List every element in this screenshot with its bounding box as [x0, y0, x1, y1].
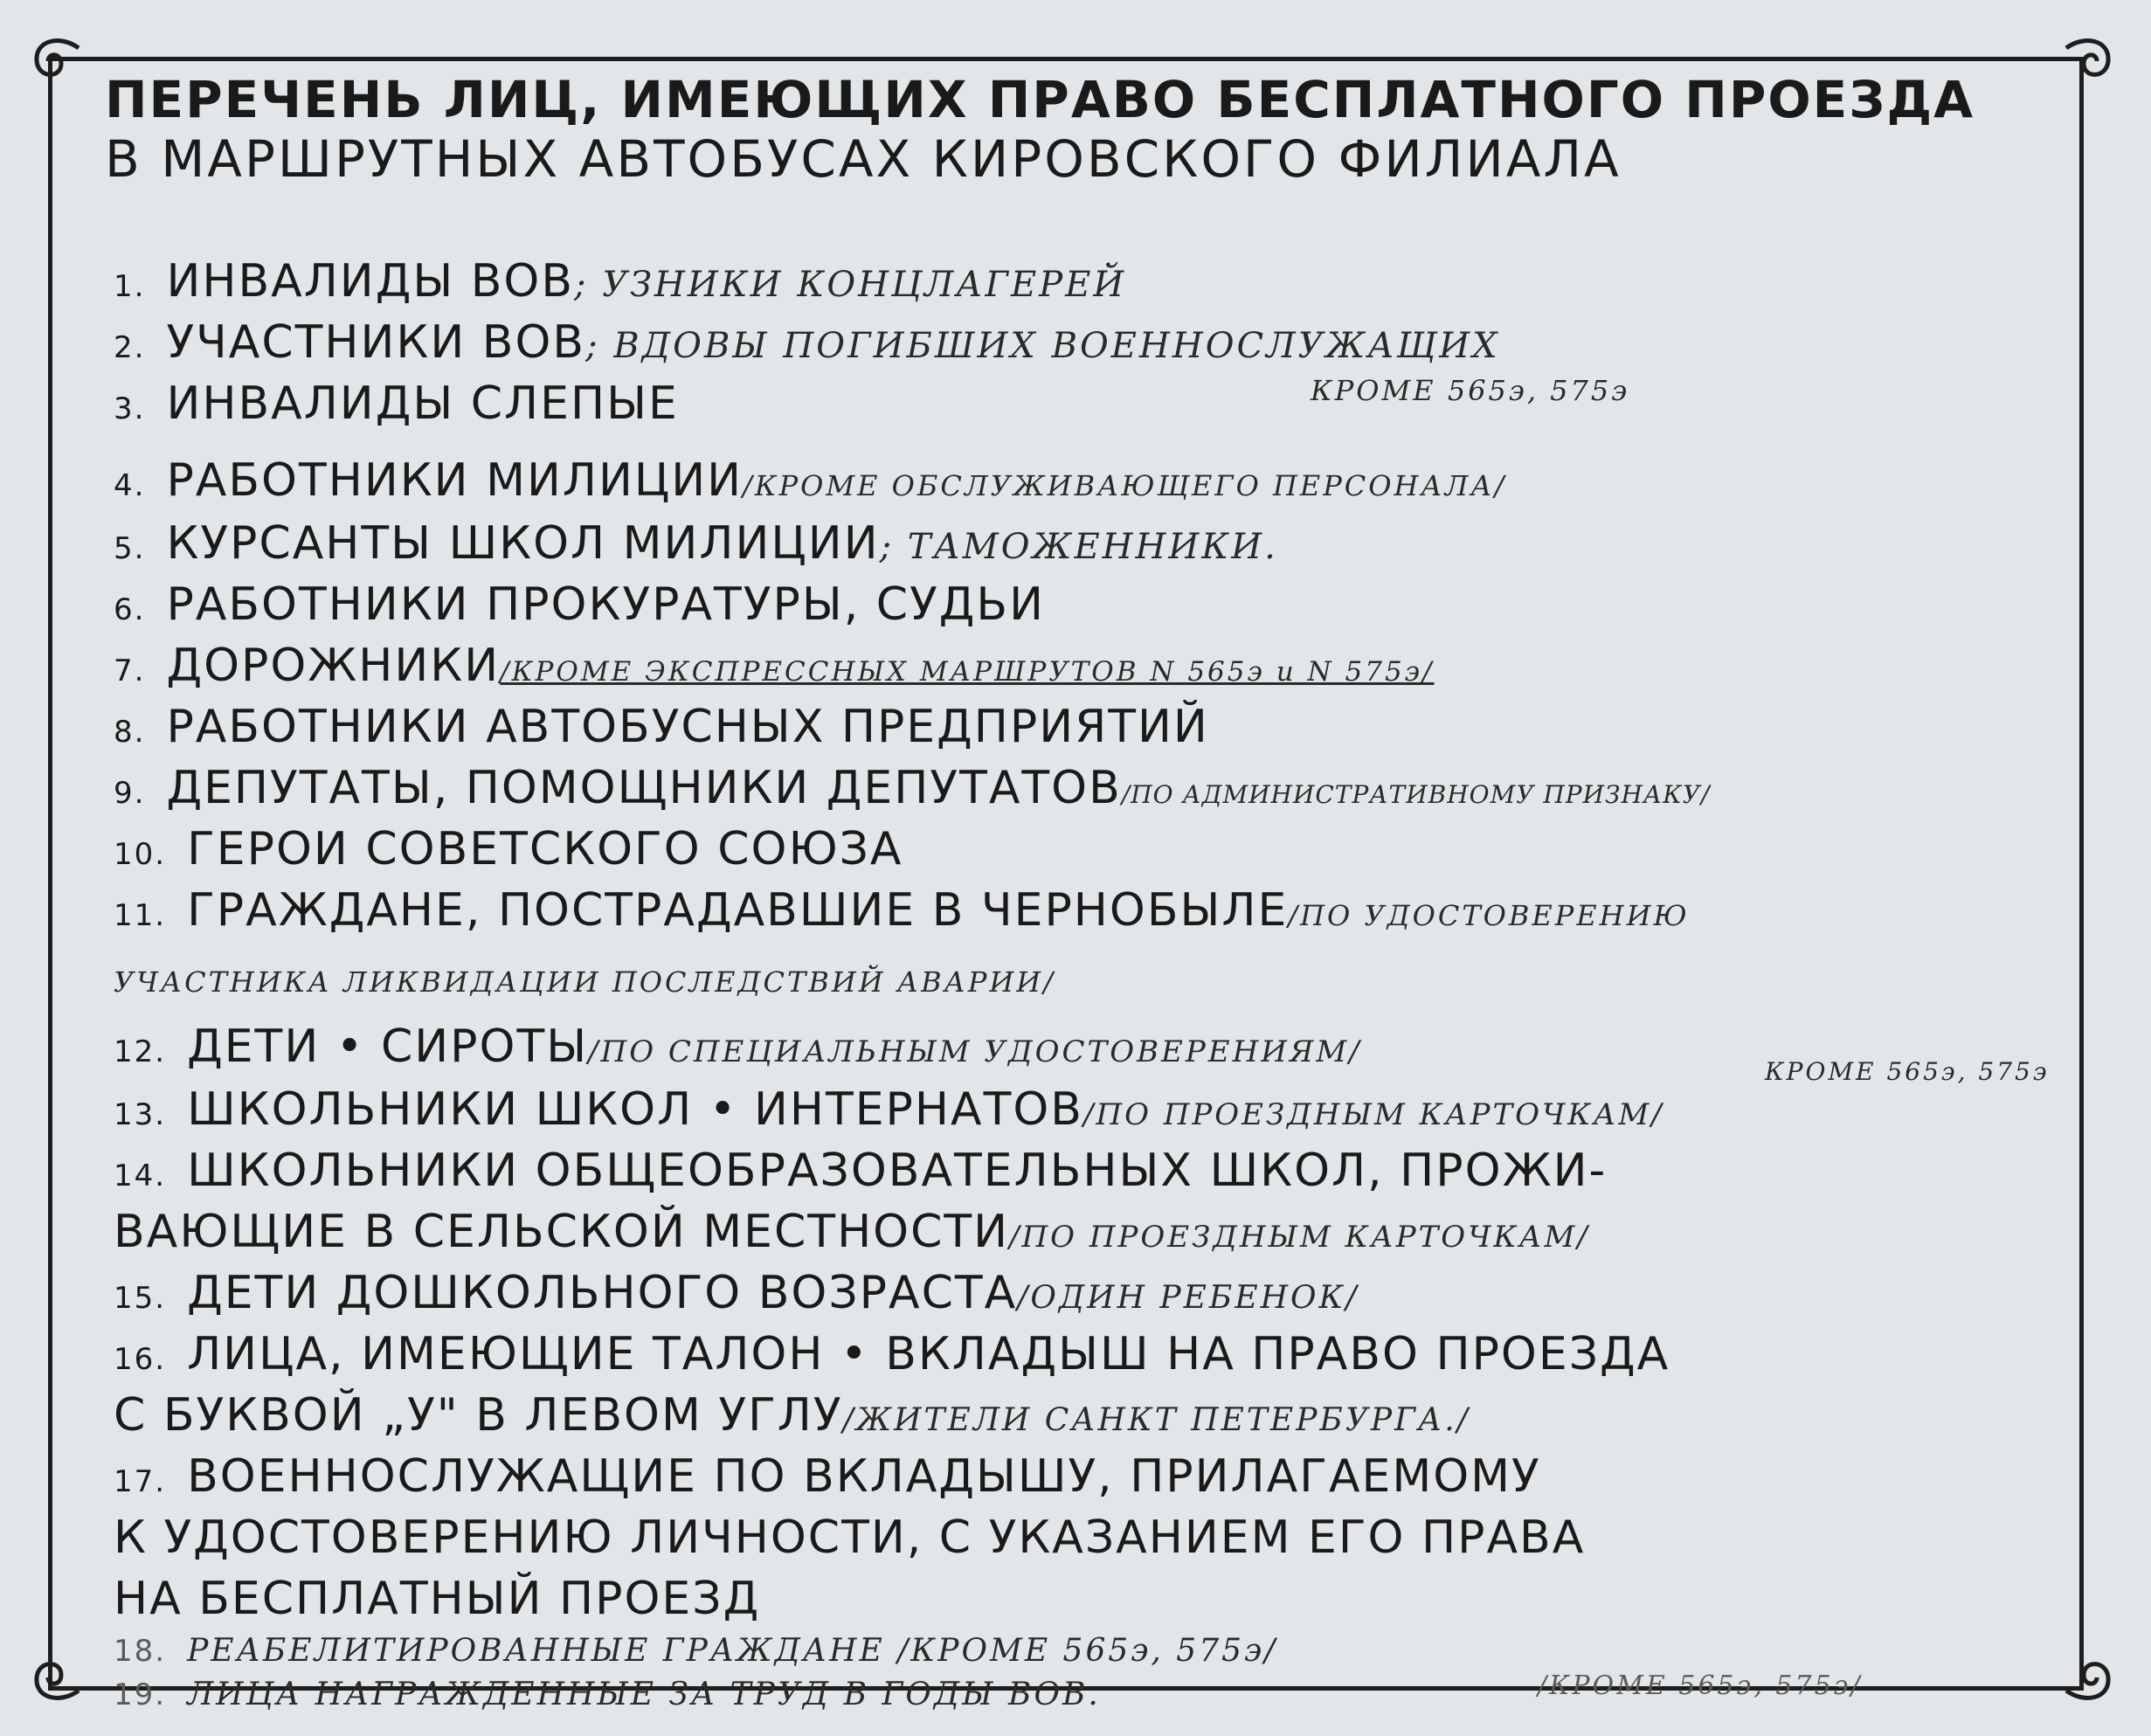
list-item: 17. ВОЕННОСЛУЖАЩИЕ ПО ВКЛАДЫШУ, ПРИЛАГАЕМОМУ — [114, 1450, 1541, 1503]
list-item: 12. ДЕТИ • СИРОТЫ/ПО СПЕЦИАЛЬНЫМ УДОСТОВЕРЕНИЯМ/ — [114, 1020, 1362, 1073]
handwritten-note: /КРОМЕ 565э, 575э/ — [1538, 1670, 1863, 1701]
handwritten-note: КРОМЕ 565э, 575э — [1311, 374, 1630, 407]
list-item: 18. РЕАБЕЛИТИРОВАННЫЕ ГРАЖДАНЕ /КРОМЕ 565э, 575э/ — [114, 1633, 1278, 1669]
list-item: 2. УЧАСТНИКИ ВОВ; ВДОВЫ ПОГИБШИХ ВОЕННОСЛУЖАЩИХ — [114, 316, 1500, 369]
title-line-1: ПЕРЕЧЕНЬ ЛИЦ, ИМЕЮЩИХ ПРАВО БЕСПЛАТНОГО ПРОЕЗДА — [105, 70, 1975, 129]
list-item: 10. ГЕРОИ СОВЕТСКОГО СОЮЗА — [114, 823, 903, 875]
list-item: 1. ИНВАЛИДЫ ВОВ; УЗНИКИ КОНЦЛАГЕРЕЙ — [114, 255, 1127, 308]
list-item: 6. РАБОТНИКИ ПРОКУРАТУРЫ, СУДЬИ — [114, 578, 1045, 631]
list-item-continuation: ВАЮЩИЕ В СЕЛЬСКОЙ МЕСТНОСТИ/ПО ПРОЕЗДНЫМ КАРТОЧКАМ/ — [114, 1206, 1590, 1258]
title-line-2: В МАРШРУТНЫХ АВТОБУСАХ КИРОВСКОГО ФИЛИАЛА — [105, 129, 1622, 189]
list-item: 13. ШКОЛЬНИКИ ШКОЛ • ИНТЕРНАТОВ/ПО ПРОЕЗДНЫМ КАРТОЧКАМ/ — [114, 1083, 1664, 1136]
corner-ornament-icon — [26, 31, 87, 92]
list-item-continuation: К УДОСТОВЕРЕНИЮ ЛИЧНОСТИ, С УКАЗАНИЕМ ЕГО ПРАВА — [114, 1511, 1586, 1564]
list-item: 15. ДЕТИ ДОШКОЛЬНОГО ВОЗРАСТА/ОДИН РЕБЕНОК/ — [114, 1267, 1359, 1319]
list-item: 14. ШКОЛЬНИКИ ОБЩЕОБРАЗОВАТЕЛЬНЫХ ШКОЛ, ПРОЖИ- — [114, 1145, 1608, 1197]
list-item: 19. ЛИЦА НАГРАЖДЕННЫЕ ЗА ТРУД В ГОДЫ ВОВ. — [114, 1677, 1101, 1712]
list-item-continuation: С БУКВОЙ „У" В ЛЕВОМ УГЛУ/ЖИТЕЛИ САНКТ ПЕТЕРБУРГА./ — [114, 1389, 1470, 1442]
handwritten-note: КРОМЕ 565э, 575э — [1765, 1057, 2050, 1086]
list-item: 9. ДЕПУТАТЫ, ПОМОЩНИКИ ДЕПУТАТОВ/ПО АДМИНИСТРАТИВНОМУ ПРИЗНАКУ/ — [114, 762, 1711, 814]
list-item: 7. ДОРОЖНИКИ/КРОМЕ ЭКСПРЕССНЫХ МАРШРУТОВ N 565э и N 575э/ — [114, 640, 1435, 692]
list-item: 11. ГРАЖДАНЕ, ПОСТРАДАВШИЕ В ЧЕРНОБЫЛЕ/ПО УДОСТОВЕРЕНИЮ — [114, 884, 1690, 937]
list-item: 3. ИНВАЛИДЫ СЛЕПЫЕ — [114, 377, 679, 430]
list-item-continuation: УЧАСТНИКА ЛИКВИДАЦИИ ПОСЛЕДСТВИЙ АВАРИИ/ — [114, 965, 1055, 999]
list-item: 8. РАБОТНИКИ АВТОБУСНЫХ ПРЕДПРИЯТИЙ — [114, 701, 1209, 753]
list-item: 5. КУРСАНТЫ ШКОЛ МИЛИЦИИ; ТАМОЖЕННИКИ. — [114, 517, 1278, 570]
document-title — [105, 70, 2071, 189]
corner-ornament-icon — [26, 1647, 87, 1708]
list-item-continuation: НА БЕСПЛАТНЫЙ ПРОЕЗД — [114, 1573, 761, 1625]
list-item: 16. ЛИЦА, ИМЕЮЩИЕ ТАЛОН • ВКЛАДЫШ НА ПРАВО ПРОЕЗДА — [114, 1328, 1670, 1380]
list-item: 4. РАБОТНИКИ МИЛИЦИИ/КРОМЕ ОБСЛУЖИВАЮЩЕГО ПЕРСОНАЛА/ — [114, 454, 1507, 507]
corner-ornament-icon — [2058, 1647, 2119, 1708]
